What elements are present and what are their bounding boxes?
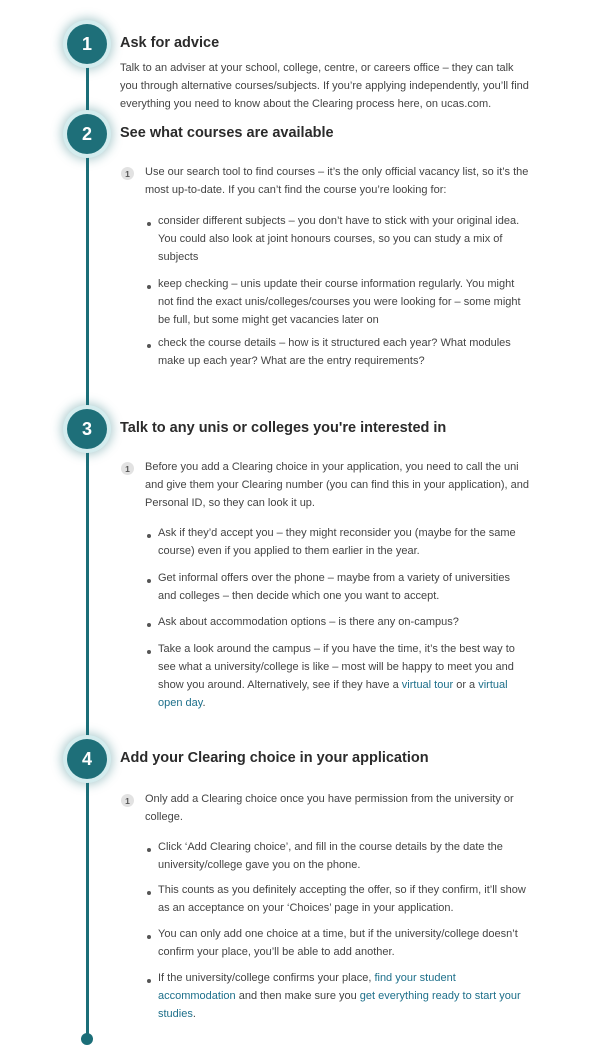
step-3-bullet-1: Ask if they’d accept you – they might reconsider you (maybe for the same course) even if you applied to them earlier in the year. — [158, 527, 516, 557]
step-1-body: Talk to an adviser at your school, college, centre, or careers office – they can talk you through alternative courses/subjects. If you’re applying independently, you’ll find everything you need to know about the Clearing process here, on ucas.com. — [120, 62, 529, 110]
step-1-title: Ask for advice — [120, 35, 220, 51]
timeline-line — [86, 40, 89, 1038]
step-3-bullet-4-text: . — [202, 697, 206, 709]
bullet-dot-icon — [147, 344, 151, 348]
step-3-bullet-4-text: or a — [453, 679, 479, 691]
step-4-bullet-2: This counts as you definitely accepting the offer, so if they confirm, it’ll show as an acceptance on your ‘Choices’ page in your application. — [158, 884, 526, 914]
get-ready-to-study-link[interactable]: get everything ready to start your studies — [158, 990, 521, 1020]
step-4-bullet-4-text: and then make sure you — [235, 990, 360, 1002]
virtual-open-day-link[interactable]: virtual open day — [158, 679, 508, 709]
step-3-title: Talk to any unis or colleges you're interested in — [120, 420, 447, 436]
step-4-bullet-4-text: . — [192, 1008, 196, 1020]
step-3-bullet-2: Get informal offers over the phone – maybe from a variety of universities and colleges – then decide which one you want to accept. — [158, 572, 510, 602]
step-4-bullet-4 — [158, 969, 530, 1023]
bullet-dot-icon — [147, 891, 151, 895]
step-4-bullet-3: You can only add one choice at a time, but if the university/college doesn’t confirm your place, you’ll be able to add another. — [158, 928, 518, 958]
step-2-bullet-2: keep checking – unis update their course information regularly. You might not find the exact unis/colleges/courses you were looking for – some might be full, but some might get vacancies later on — [158, 278, 521, 326]
step-2-sub-number: 1 — [121, 167, 134, 180]
step-3-bullet-4 — [158, 640, 530, 712]
bullet-dot-icon — [147, 935, 151, 939]
step-2-number-badge: 2 — [67, 114, 107, 154]
find-student-accommodation-link[interactable]: find your student accommodation — [158, 972, 456, 1002]
step-2-sub-text: Use our search tool to find courses – it’s the only official vacancy list, so it’s the most up-to-date. If you can’t find the course you’re looking for: — [145, 166, 529, 196]
step-4-sub-text: Only add a Clearing choice once you have permission from the university or college. — [145, 793, 514, 823]
step-2-title: See what courses are available — [120, 125, 334, 141]
step-3-bullet-4-text: Take a look around the campus – if you have the time, it’s the best way to see what a university/college is like – most will be happy to meet you and show you around. Alternatively, see if they have a — [158, 643, 515, 691]
bullet-dot-icon — [147, 534, 151, 538]
timeline-end-dot — [81, 1033, 93, 1045]
step-4-bullet-1: Click ‘Add Clearing choice’, and fill in the course details by the date the university/college gave you on the phone. — [158, 841, 503, 871]
step-3-sub-number: 1 — [121, 462, 134, 475]
step-2-bullet-3: check the course details – how is it structured each year? What modules make up each year? What are the entry requirements? — [158, 337, 511, 367]
step-4-title: Add your Clearing choice in your application — [120, 750, 429, 766]
step-3-bullet-3: Ask about accommodation options – is there any on-campus? — [158, 616, 459, 628]
step-4-number-badge: 4 — [67, 739, 107, 779]
bullet-dot-icon — [147, 848, 151, 852]
bullet-dot-icon — [147, 579, 151, 583]
step-3-sub-text: Before you add a Clearing choice in your application, you need to call the uni and give them your Clearing number (you can find this in your application), and Personal ID, so they can look it up. — [145, 461, 529, 509]
bullet-dot-icon — [147, 623, 151, 627]
bullet-dot-icon — [147, 650, 151, 654]
virtual-tour-link[interactable]: virtual tour — [401, 679, 454, 691]
bullet-dot-icon — [147, 979, 151, 983]
step-3-number-badge: 3 — [67, 409, 107, 449]
step-2-bullet-1: consider different subjects – you don’t have to stick with your original idea. You could also look at joint honours courses, so you can study a mix of subjects — [158, 215, 520, 263]
bullet-dot-icon — [147, 222, 151, 226]
step-4-bullet-4-text: If the university/college confirms your place, — [158, 972, 375, 984]
bullet-dot-icon — [147, 285, 151, 289]
step-4-sub-number: 1 — [121, 794, 134, 807]
step-1-number-badge: 1 — [67, 24, 107, 64]
